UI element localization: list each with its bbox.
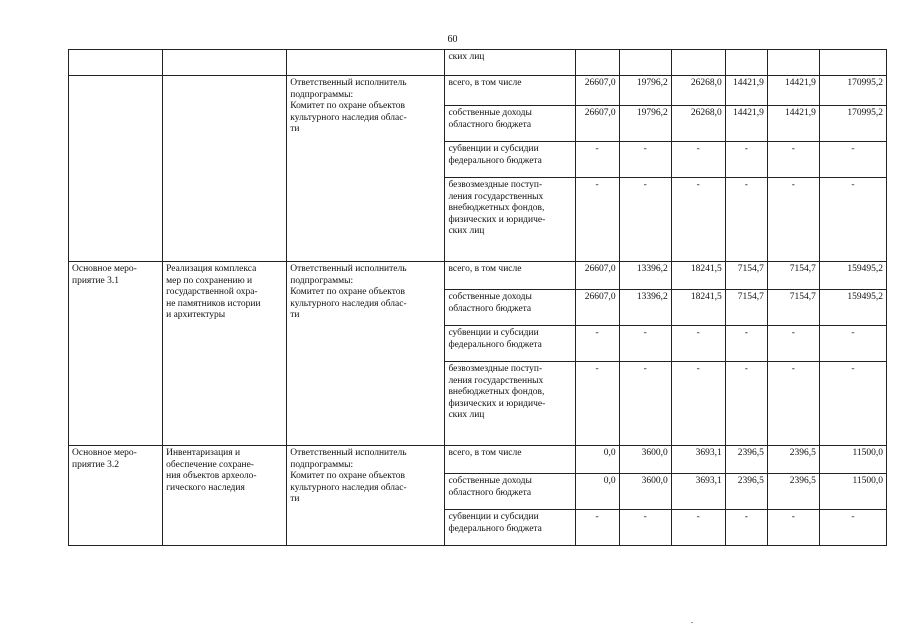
executor-cell: [287, 262, 445, 446]
funding-source-cell-line: федерального бюджета: [448, 155, 542, 166]
funding-source-cell-line: ских лиц: [448, 52, 485, 62]
value-cell: -: [767, 510, 819, 546]
value-cell: -: [671, 510, 725, 546]
funding-source-cell: [445, 50, 575, 76]
description-cell-line: мер по сохранению и: [166, 275, 253, 286]
funding-source-cell-line: федерального бюджета: [448, 339, 542, 350]
value-cell: -: [575, 362, 619, 446]
value-cell: -: [725, 510, 767, 546]
value-cell: 26607,0: [575, 106, 619, 142]
description-cell-line: и архитектуры: [166, 310, 226, 320]
value-cell: 2396,5: [767, 474, 819, 510]
description-cell: [163, 76, 287, 262]
value-cell: 13396,2: [619, 262, 671, 290]
funding-source-cell-line: внебюджетных фондов,: [448, 387, 545, 397]
value-cell: 3693,1: [671, 446, 725, 474]
value-cell: 3600,0: [619, 474, 671, 510]
funding-source-cell-line: ских лиц: [448, 226, 485, 236]
value-cell: 7154,7: [725, 262, 767, 290]
value-cell: -: [619, 142, 671, 178]
value-cell: -: [725, 362, 767, 446]
scan-mark: [691, 622, 693, 623]
value-cell: 2396,5: [725, 474, 767, 510]
value-cell: 13396,2: [619, 290, 671, 326]
value-cell: 18241,5: [671, 262, 725, 290]
measure-cell: [69, 76, 163, 262]
executor-cell-line: подпрограммы:: [290, 89, 354, 100]
measure-cell-line: Основное меро-: [72, 264, 137, 274]
funding-source-cell-line: физических и юридиче-: [448, 398, 546, 409]
executor-cell-line: подпрограммы:: [290, 459, 354, 470]
page-number: 60: [447, 34, 458, 45]
value-cell: -: [671, 326, 725, 362]
funding-source-cell-line: безвозмездные поступ-: [448, 180, 543, 190]
executor-cell-line: Комитет по охране объектов: [290, 287, 406, 297]
funding-source-cell: [445, 142, 575, 178]
value-cell: 26607,0: [575, 290, 619, 326]
value-cell: -: [671, 362, 725, 446]
value-cell: -: [619, 326, 671, 362]
description-cell-line: Реализация комплекса: [166, 264, 257, 274]
executor-cell-line: культурного наследия облас-: [290, 112, 407, 123]
description-cell-line: государственной охра-: [166, 287, 258, 297]
value-cell: -: [725, 178, 767, 262]
executor-cell-line: культурного наследия облас-: [290, 298, 407, 309]
executor-cell: [287, 50, 445, 76]
value-cell: -: [671, 178, 725, 262]
value-cell: 0,0: [575, 446, 619, 474]
value-cell: -: [575, 142, 619, 178]
value-cell: 26268,0: [671, 106, 725, 142]
funding-source-cell-line: областного бюджета: [448, 119, 532, 130]
executor-cell-line: культурного наследия облас-: [290, 482, 407, 493]
funding-source-cell-line: всего, в том числе: [448, 448, 522, 458]
description-cell-line: ния объектов археоло-: [166, 471, 257, 481]
table-row: [69, 446, 887, 474]
value-cell: -: [725, 326, 767, 362]
value-cell: -: [767, 326, 819, 362]
value-cell: 7154,7: [767, 290, 819, 326]
executor-cell-line: ти: [290, 310, 300, 320]
measure-cell: [69, 262, 163, 446]
value-cell: [725, 50, 767, 76]
value-cell: -: [767, 142, 819, 178]
measure-cell-line: приятие 3.1: [72, 275, 119, 286]
funding-source-cell-line: физических и юридиче-: [448, 214, 546, 225]
value-cell: 26268,0: [671, 76, 725, 106]
value-cell: 2396,5: [725, 446, 767, 474]
value-cell: 14421,9: [767, 106, 819, 142]
value-cell: 26607,0: [575, 76, 619, 106]
value-cell: -: [819, 142, 886, 178]
value-cell: -: [575, 510, 619, 546]
executor-cell-line: ти: [290, 494, 300, 504]
funding-source-cell: [445, 474, 575, 510]
funding-source-cell-line: ления государственных: [448, 191, 544, 202]
measure-cell-line: Основное меро-: [72, 448, 137, 458]
funding-source-cell: [445, 290, 575, 326]
funding-source-cell: [445, 76, 575, 106]
funding-source-cell-line: субвенции и субсидии: [448, 328, 539, 338]
description-cell-line: не памятников истории: [166, 298, 261, 309]
funding-source-cell: [445, 362, 575, 446]
executor-cell-line: Комитет по охране объектов: [290, 101, 406, 111]
funding-source-cell: [445, 262, 575, 290]
funding-source-cell: [445, 510, 575, 546]
value-cell: 14421,9: [725, 76, 767, 106]
funding-source-cell-line: внебюджетных фондов,: [448, 203, 545, 213]
value-cell: 19796,2: [619, 76, 671, 106]
value-cell: [671, 50, 725, 76]
executor-cell-line: Ответственный исполнитель: [290, 448, 407, 458]
executor-cell-line: Ответственный исполнитель: [290, 78, 407, 88]
value-cell: 3693,1: [671, 474, 725, 510]
funding-source-cell-line: ления государственных: [448, 375, 544, 386]
value-cell: 18241,5: [671, 290, 725, 326]
value-cell: -: [725, 142, 767, 178]
value-cell: 14421,9: [767, 76, 819, 106]
executor-cell-line: Ответственный исполнитель: [290, 264, 407, 274]
table-row: [69, 76, 887, 106]
funding-source-cell: [445, 446, 575, 474]
executor-cell: [287, 76, 445, 262]
funding-source-cell-line: собственные доходы: [448, 476, 532, 486]
value-cell: -: [619, 178, 671, 262]
funding-source-cell-line: субвенции и субсидии: [448, 512, 539, 522]
value-cell: -: [819, 510, 886, 546]
executor-cell: [287, 446, 445, 546]
funding-source-cell-line: собственные доходы: [448, 292, 532, 302]
table-row: [69, 50, 887, 76]
description-cell: [163, 446, 287, 546]
value-cell: -: [619, 510, 671, 546]
value-cell: -: [671, 142, 725, 178]
value-cell: [575, 50, 619, 76]
funding-source-cell-line: безвозмездные поступ-: [448, 364, 543, 374]
value-cell: [819, 50, 886, 76]
executor-cell-line: ти: [290, 124, 300, 134]
measure-cell: [69, 50, 163, 76]
value-cell: 19796,2: [619, 106, 671, 142]
executor-cell-line: Комитет по охране объектов: [290, 471, 406, 481]
value-cell: -: [575, 326, 619, 362]
value-cell: -: [819, 326, 886, 362]
funding-source-cell: [445, 178, 575, 262]
description-cell-line: обеспечение сохране-: [166, 459, 254, 470]
value-cell: 159495,2: [819, 290, 886, 326]
funding-source-cell-line: ских лиц: [448, 410, 485, 420]
funding-source-cell-line: федерального бюджета: [448, 523, 542, 534]
value-cell: -: [819, 362, 886, 446]
value-cell: 170995,2: [819, 76, 886, 106]
value-cell: 159495,2: [819, 262, 886, 290]
value-cell: 7154,7: [767, 262, 819, 290]
funding-source-cell-line: областного бюджета: [448, 487, 532, 498]
value-cell: -: [575, 178, 619, 262]
description-cell: [163, 262, 287, 446]
measure-cell-line: приятие 3.2: [72, 459, 119, 470]
value-cell: -: [767, 178, 819, 262]
value-cell: 2396,5: [767, 446, 819, 474]
value-cell: [767, 50, 819, 76]
value-cell: -: [619, 362, 671, 446]
funding-source-cell-line: областного бюджета: [448, 303, 532, 314]
value-cell: 14421,9: [725, 106, 767, 142]
measure-cell: [69, 446, 163, 546]
budget-table: [68, 49, 887, 546]
value-cell: 170995,2: [819, 106, 886, 142]
value-cell: 0,0: [575, 474, 619, 510]
table-row: [69, 262, 887, 290]
value-cell: [619, 50, 671, 76]
value-cell: 11500,0: [819, 446, 886, 474]
executor-cell-line: подпрограммы:: [290, 275, 354, 286]
funding-source-cell-line: собственные доходы: [448, 108, 532, 118]
funding-source-cell: [445, 326, 575, 362]
value-cell: 3600,0: [619, 446, 671, 474]
value-cell: 11500,0: [819, 474, 886, 510]
funding-source-cell-line: всего, в том числе: [448, 78, 522, 88]
description-cell-line: Инвентаризация и: [166, 448, 241, 458]
description-cell: [163, 50, 287, 76]
value-cell: -: [819, 178, 886, 262]
value-cell: 7154,7: [725, 290, 767, 326]
funding-source-cell-line: всего, в том числе: [448, 264, 522, 274]
value-cell: -: [767, 362, 819, 446]
funding-source-cell: [445, 106, 575, 142]
description-cell-line: гического наследия: [166, 482, 245, 493]
value-cell: 26607,0: [575, 262, 619, 290]
funding-source-cell-line: субвенции и субсидии: [448, 144, 539, 154]
